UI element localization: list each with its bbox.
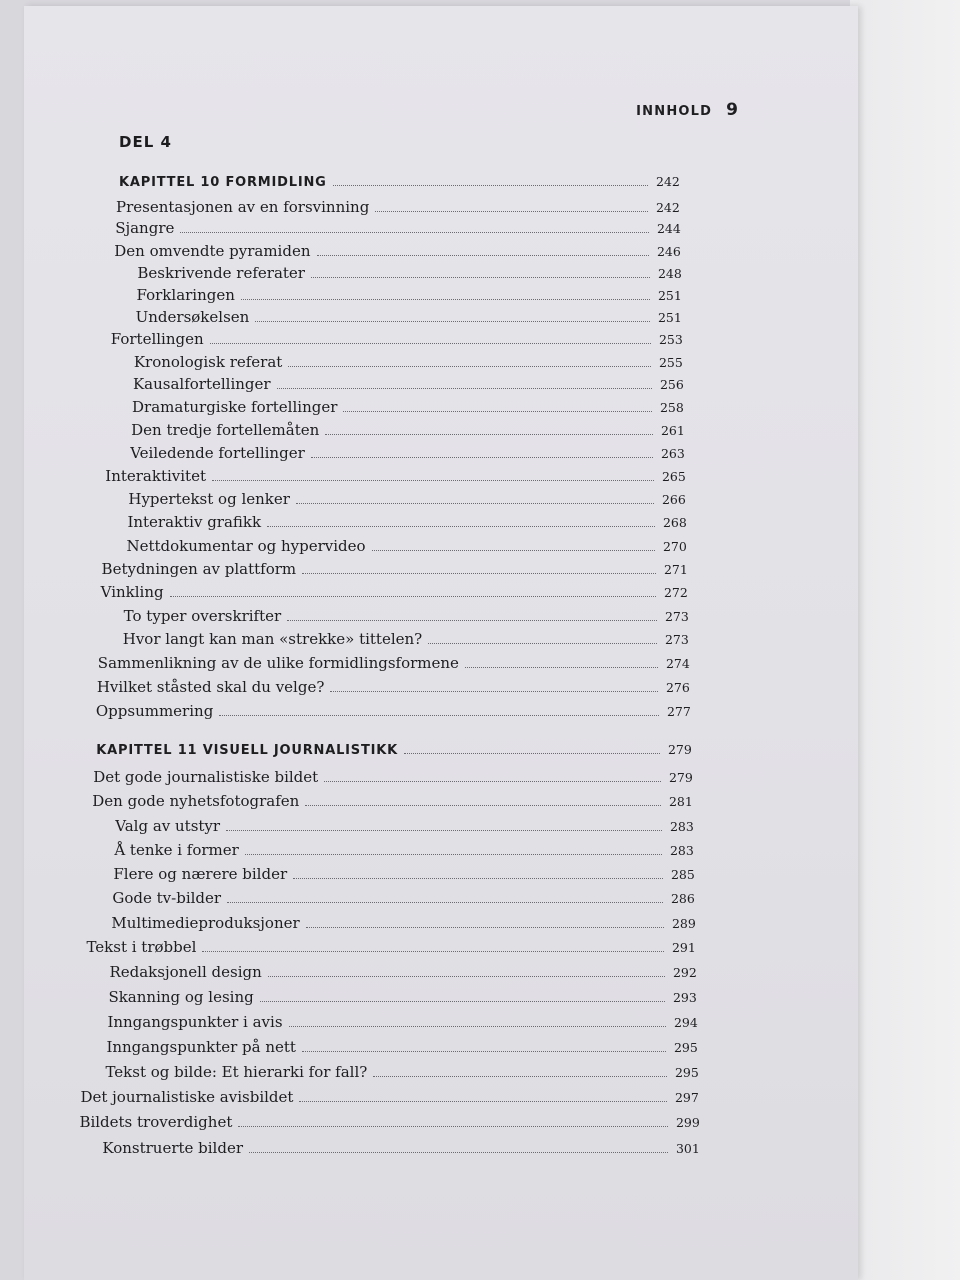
toc-chapter-heading <box>96 742 694 758</box>
table-of-contents <box>24 6 858 1280</box>
toc-entry-page-number: 274 <box>665 656 690 671</box>
toc-entry <box>92 792 695 810</box>
toc-entry <box>101 583 690 601</box>
toc-entry-title: Betydningen av plattform <box>101 560 297 578</box>
toc-entry-page-number: 251 <box>657 310 682 325</box>
toc-entry <box>86 938 698 956</box>
toc-entry <box>134 353 685 371</box>
dot-leader <box>311 277 650 278</box>
toc-entry <box>126 537 689 555</box>
toc-entry-page-number: 268 <box>662 515 687 530</box>
toc-entry-page-number: 273 <box>664 632 689 647</box>
toc-entry-page-number: 277 <box>666 704 691 719</box>
toc-entry-page-number: 251 <box>657 288 682 303</box>
dot-leader <box>227 902 663 903</box>
dot-leader <box>404 753 660 754</box>
dot-leader <box>293 878 663 879</box>
dot-leader <box>305 805 661 806</box>
toc-entry <box>98 654 692 672</box>
dot-leader <box>219 715 659 716</box>
toc-entry-title: Tekst i trøbbel <box>86 938 197 956</box>
toc-entry-page-number: 279 <box>667 742 692 757</box>
dot-leader <box>373 1076 667 1077</box>
toc-entry-page-number: 294 <box>673 1015 698 1030</box>
toc-entry-page-number: 281 <box>668 794 693 809</box>
toc-entry-page-number: 248 <box>657 266 682 281</box>
toc-entry-title: Det gode journalistiske bildet <box>93 768 319 786</box>
dot-leader <box>299 1101 667 1102</box>
dot-leader <box>226 830 662 831</box>
toc-entry <box>133 375 686 393</box>
toc-entry <box>111 330 685 348</box>
toc-entry <box>114 841 696 859</box>
toc-entry-title: Interaktivitet <box>105 467 206 485</box>
dot-leader <box>296 503 654 504</box>
toc-entry-page-number: 246 <box>656 244 681 259</box>
book-page <box>24 6 858 1280</box>
toc-entry-title: Tekst og bilde: Et hierarki for fall? <box>105 1063 368 1081</box>
toc-entry-title: Det journalistiske avisbildet <box>80 1088 294 1106</box>
dot-leader <box>287 620 657 621</box>
toc-entry-title: Den tredje fortellemåten <box>131 421 320 439</box>
dot-leader <box>289 1026 666 1027</box>
toc-entry-title: Oppsummering <box>95 702 214 720</box>
toc-entry-title: Kronologisk referat <box>133 353 283 371</box>
dot-leader <box>343 411 652 412</box>
toc-entry-page-number: 261 <box>660 423 685 438</box>
dot-leader <box>267 526 655 527</box>
toc-entry <box>105 467 688 485</box>
toc-entry <box>132 398 686 416</box>
toc-entry-title: To typer overskrifter <box>123 607 282 625</box>
dot-leader <box>238 1126 668 1127</box>
toc-entry-page-number: 271 <box>663 562 688 577</box>
toc-chapter-heading <box>119 174 682 190</box>
running-head-section: INNHOLD <box>636 104 713 119</box>
toc-entry-page-number: 299 <box>675 1115 700 1130</box>
toc-entry-page-number: 291 <box>671 940 696 955</box>
toc-entry <box>97 678 692 696</box>
toc-entry-title: Veiledende fortellinger <box>130 444 305 462</box>
toc-entry-page-number: 272 <box>663 585 688 600</box>
toc-entry-title: Hypertekst og lenker <box>128 490 290 508</box>
toc-entry <box>127 513 689 531</box>
toc-entry-page-number: 265 <box>661 469 686 484</box>
toc-entry-page-number: 273 <box>664 609 689 624</box>
toc-entry <box>96 702 693 720</box>
dot-leader <box>428 643 657 644</box>
toc-entry-page-number: 266 <box>661 492 686 507</box>
dot-leader <box>170 596 656 597</box>
toc-entry <box>123 630 691 648</box>
toc-entry-page-number: 256 <box>659 377 684 392</box>
toc-entry-page-number: 283 <box>669 843 694 858</box>
toc-entry <box>93 768 695 786</box>
toc-entry-title: KAPITTEL 11 VISUELL JOURNALISTIKK <box>96 743 399 758</box>
toc-entry <box>115 219 683 237</box>
toc-entry-title: Fortellingen <box>110 330 204 348</box>
dot-leader <box>465 667 658 668</box>
toc-entry <box>115 817 696 835</box>
dot-leader <box>302 1051 666 1052</box>
toc-entry <box>113 865 697 883</box>
toc-entry-page-number: 258 <box>659 400 684 415</box>
toc-entry-page-number: 253 <box>658 332 683 347</box>
toc-entry <box>136 308 684 326</box>
toc-entry-page-number: 255 <box>658 355 683 370</box>
toc-entry-page-number: 242 <box>655 200 680 215</box>
toc-entry <box>130 444 687 462</box>
toc-entry-title: Redaksjonell design <box>109 963 262 981</box>
toc-entry <box>124 607 691 625</box>
toc-entry-page-number: 292 <box>672 965 697 980</box>
toc-entry <box>114 242 683 260</box>
toc-entry-title: KAPITTEL 10 FORMIDLING <box>119 175 327 190</box>
toc-entry-title: Inngangspunkter i avis <box>107 1013 283 1031</box>
toc-entry <box>106 1038 700 1056</box>
toc-entry <box>102 1139 702 1157</box>
toc-entry-page-number: 244 <box>656 221 681 236</box>
dot-leader <box>241 299 650 300</box>
toc-entry-page-number: 286 <box>670 891 695 906</box>
toc-entry-title: Bildets troverdighet <box>79 1113 233 1131</box>
dot-leader <box>212 480 654 481</box>
toc-entry-page-number: 242 <box>656 174 680 189</box>
dot-leader <box>324 781 661 782</box>
toc-entry-title: Skanning og lesing <box>108 988 254 1006</box>
dot-leader <box>288 366 651 367</box>
toc-entry <box>109 963 699 981</box>
part-title: DEL 4 <box>119 133 172 151</box>
toc-entry-title: Interaktiv grafikk <box>127 513 262 531</box>
dot-leader <box>302 573 656 574</box>
dot-leader <box>372 550 655 551</box>
dot-leader <box>268 976 665 977</box>
toc-entry <box>80 1088 701 1106</box>
toc-entry-title: Den omvendte pyramiden <box>114 242 311 260</box>
toc-entry-title: Presentasjonen av en forsvinning <box>116 198 370 216</box>
toc-entry-title: Vinkling <box>100 583 164 601</box>
running-head-page-number: 9 <box>726 100 738 120</box>
toc-entry <box>111 914 698 932</box>
toc-entry-page-number: 297 <box>674 1090 699 1105</box>
toc-entry-page-number: 270 <box>662 539 687 554</box>
toc-entry-title: Kausalfortellinger <box>132 375 271 393</box>
dot-leader <box>260 1001 665 1002</box>
background-surface <box>850 0 960 1280</box>
toc-entry-page-number: 293 <box>672 990 697 1005</box>
dot-leader <box>249 1152 668 1153</box>
dot-leader <box>202 951 664 952</box>
dot-leader <box>317 255 649 256</box>
toc-entry-page-number: 289 <box>671 916 696 931</box>
dot-leader <box>306 927 664 928</box>
toc-entry-title: Valg av utstyr <box>115 817 221 835</box>
toc-entry-title: Hvor langt kan man «strekke» tittelen? <box>122 630 423 648</box>
toc-entry-title: Konstruerte bilder <box>102 1139 244 1157</box>
dot-leader <box>325 434 653 435</box>
toc-entry-title: Undersøkelsen <box>135 308 250 326</box>
toc-entry-title: Gode tv-bilder <box>112 889 222 907</box>
toc-entry <box>137 286 684 304</box>
dot-leader <box>375 211 648 212</box>
toc-entry-page-number: 295 <box>673 1040 698 1055</box>
toc-entry-page-number: 295 <box>674 1065 699 1080</box>
toc-entry-title: Inngangspunkter på nett <box>106 1038 296 1056</box>
toc-entry-page-number: 276 <box>665 680 690 695</box>
toc-entry <box>112 889 697 907</box>
toc-entry-page-number: 301 <box>675 1141 700 1156</box>
toc-entry-title: Flere og nærere bilder <box>113 865 288 883</box>
dot-leader <box>245 854 662 855</box>
toc-entry <box>128 490 688 508</box>
toc-entry <box>105 1063 701 1081</box>
toc-entry-title: Nettdokumentar og hypervideo <box>126 537 366 555</box>
dot-leader <box>255 321 650 322</box>
toc-entry <box>102 560 690 578</box>
dot-leader <box>333 185 648 186</box>
toc-entry <box>107 1013 700 1031</box>
toc-entry-title: Multimedieproduksjoner <box>111 914 300 932</box>
toc-entry-page-number: 263 <box>660 446 685 461</box>
dot-leader <box>311 457 653 458</box>
toc-entry-page-number: 283 <box>669 819 694 834</box>
toc-entry <box>116 198 682 216</box>
toc-entry-title: Forklaringen <box>136 286 235 304</box>
toc-entry-title: Å tenke i former <box>114 841 239 859</box>
toc-entry-title: Sjangre <box>115 219 175 237</box>
toc-entry-title: Beskrivende referater <box>137 264 305 282</box>
dot-leader <box>180 232 649 233</box>
toc-entry-title: Dramaturgiske fortellinger <box>132 398 338 416</box>
toc-entry <box>79 1113 702 1131</box>
toc-entry-title: Hvilket ståsted skal du velge? <box>96 678 325 696</box>
toc-entry-page-number: 285 <box>670 867 695 882</box>
toc-entry-title: Den gode nyhetsfotografen <box>92 792 300 810</box>
toc-entry <box>108 988 699 1006</box>
dot-leader <box>210 343 651 344</box>
toc-entry-page-number: 279 <box>668 770 693 785</box>
dot-leader <box>330 691 658 692</box>
toc-entry <box>131 421 687 439</box>
toc-entry <box>137 264 684 282</box>
toc-entry-title: Sammenlikning av de ulike formidlingsformene <box>97 654 459 672</box>
dot-leader <box>277 388 652 389</box>
